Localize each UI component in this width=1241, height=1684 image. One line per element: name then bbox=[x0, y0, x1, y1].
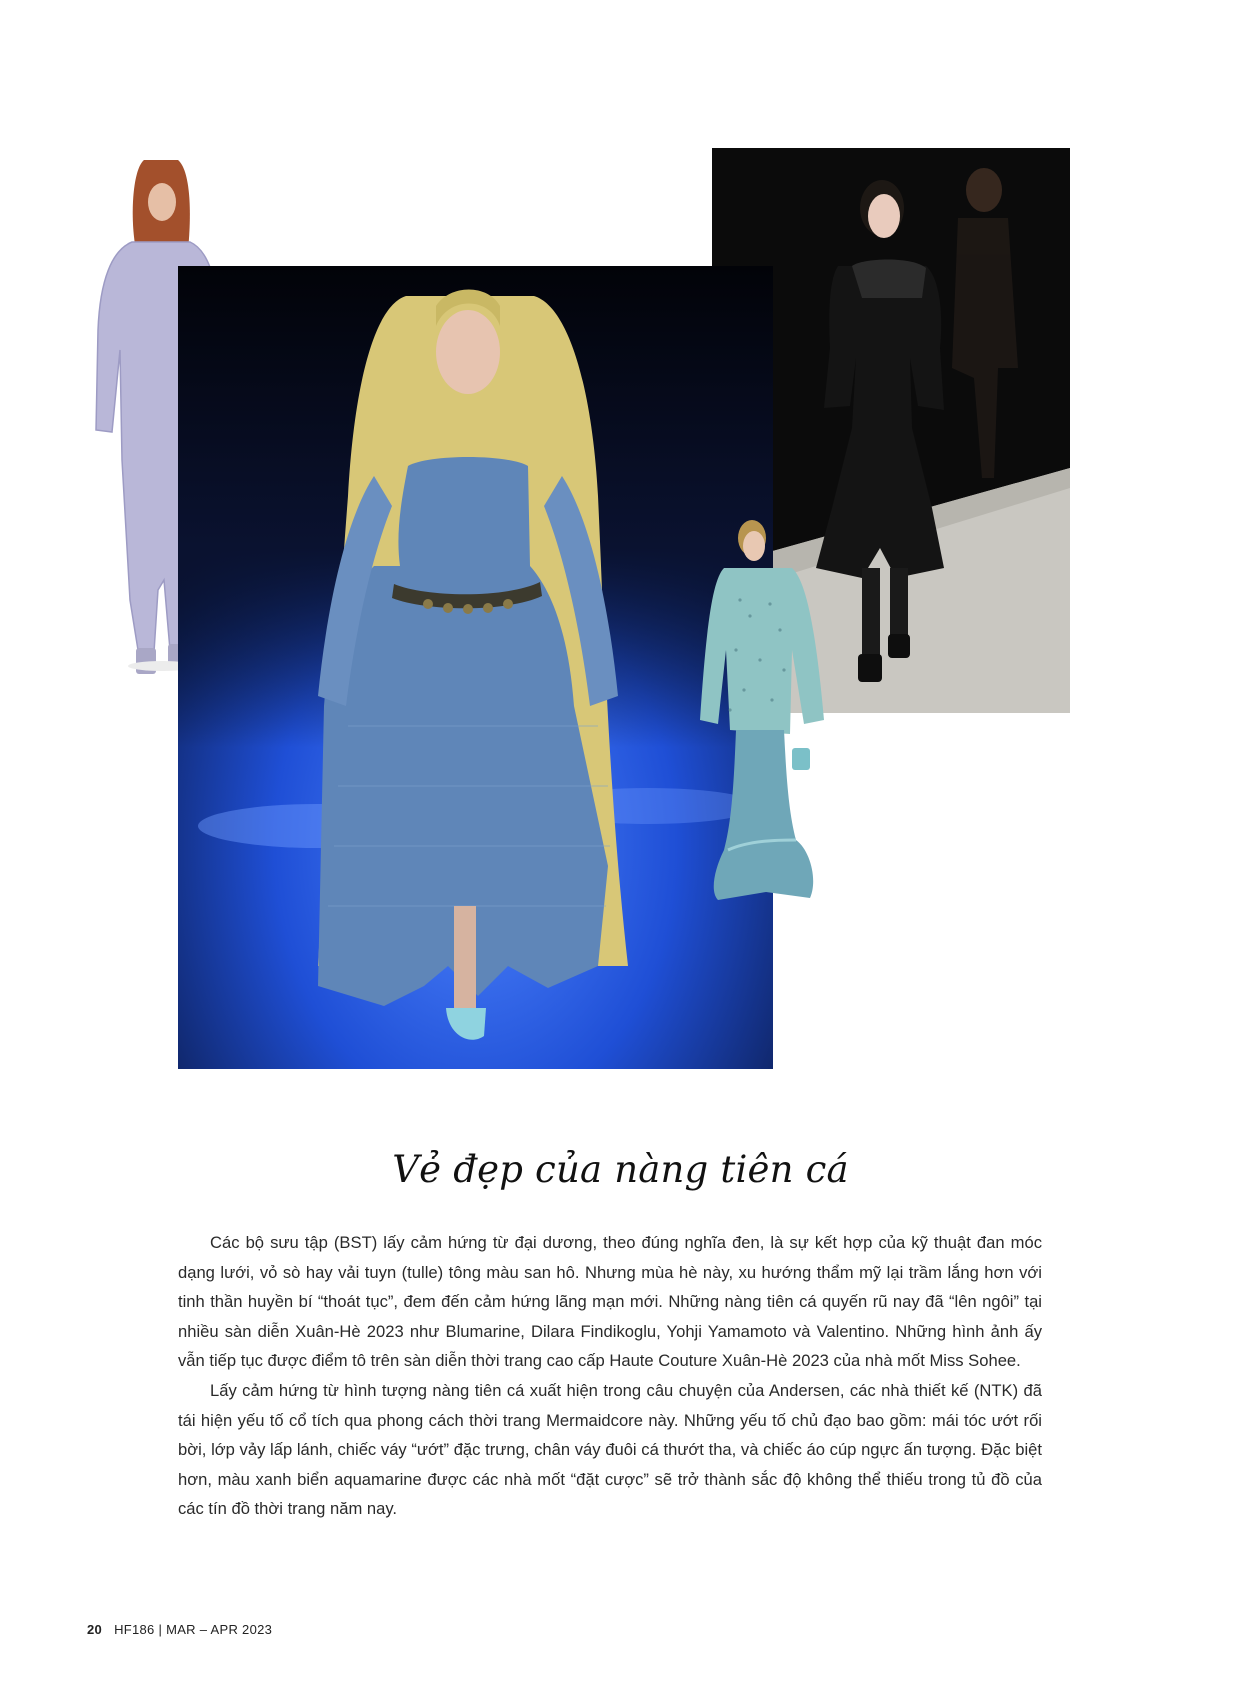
paragraph-2: Lấy cảm hứng từ hình tượng nàng tiên cá xuất hiện trong câu chuyện của Andersen, các nhà thiết kế (NTK) đã tái hiện yếu tố cổ tích qua phong cách thời trang Mermaidcore này. Những yếu tố chủ đạo bao gồm: mái tóc ướt rối bời, lớp vảy lấp lánh, chiếc váy “ướt” đặc trưng, chân váy đuôi cá thướt tha, và chiếc áo cúp ngực ấn tượng. Đặc biệt hơn, màu xanh biển aquamarine được các nhà mốt “đặt cược” sẽ trở thành sắc độ không thể thiếu trong tủ đồ của các tín đồ thời trang năm nay. bbox=[178, 1380, 1042, 1519]
page-number: 20 bbox=[87, 1622, 103, 1637]
article-title: Vẻ đẹp của nàng tiên cá bbox=[392, 1148, 849, 1191]
page-footer bbox=[87, 1622, 272, 1637]
photo-aqua-outfit bbox=[700, 520, 840, 930]
article-body bbox=[178, 1228, 1042, 1524]
photo-blue-crochet-dress bbox=[178, 266, 773, 1069]
runway-model-blue-crochet-dress-photo bbox=[178, 266, 773, 1069]
issue-label: HF186 | MAR – APR 2023 bbox=[114, 1622, 273, 1637]
paragraph-1: Các bộ sưu tập (BST) lấy cảm hứng từ đại dương, theo đúng nghĩa đen, là sự kết hợp của kỹ thuật đan móc dạng lưới, vỏ sò hay vải tuyn (tulle) tông màu san hô. Nhưng mùa hè này, xu hướng thẩm mỹ lại trầm lắng hơn với tinh thần huyền bí “thoát tục”, đem đến cảm hứng lãng mạn mới. Những nàng tiên cá quyến rũ nay đã “lên ngôi” tại nhiều sàn diễn Xuân-Hè 2023 như Blumarine, Dilara Findikoglu, Yohji Yamamoto và Valentino. Những hình ảnh ấy vẫn tiếp tục được điểm tô trên sàn diễn thời trang cao cấp Haute Couture Xuân-Hè 2023 của nhà mốt Miss Sohee. bbox=[178, 1233, 1042, 1371]
runway-model-aqua-jacket-skirt-photo bbox=[700, 520, 840, 930]
